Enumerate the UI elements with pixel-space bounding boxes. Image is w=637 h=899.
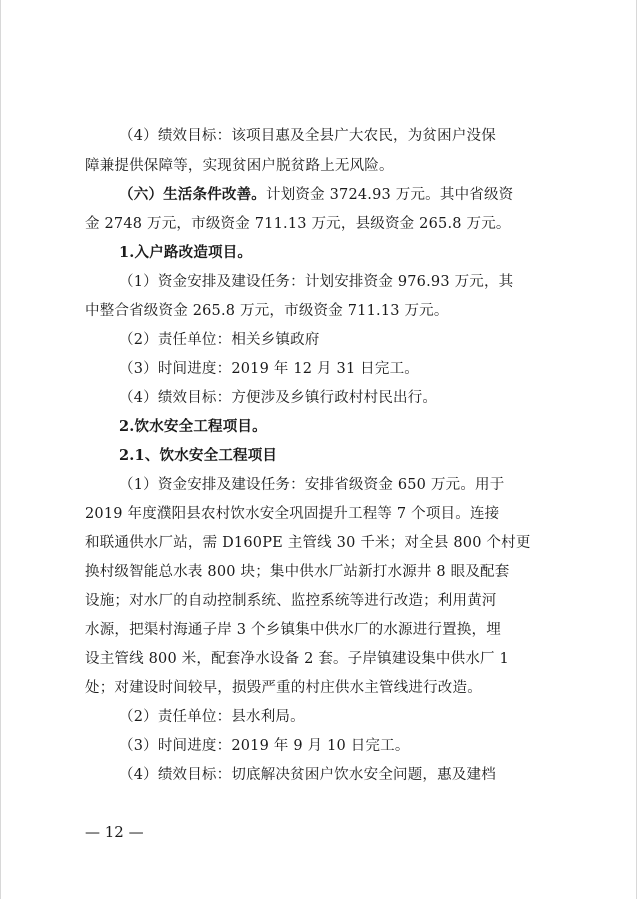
subsection-heading: 2.1、饮水安全工程项目 — [119, 447, 278, 464]
text-line: （2）责任单位：相关乡镇政府 — [119, 332, 320, 348]
section-heading: （六）生活条件改善。 — [119, 186, 266, 203]
text-line: 2019 年度濮阳县农村饮水安全巩固提升工程等 7 个项目。连接 — [85, 506, 500, 522]
subsection-heading: 2.饮水安全工程项目。 — [119, 418, 267, 435]
text-line: （1）资金安排及建设任务：安排省级资金 650 万元。用于 — [119, 477, 505, 493]
text-line: 障兼提供保障等，实现贫困户脱贫路上无风险。 — [85, 158, 394, 174]
text-line: 处；对建设时间较早，损毁严重的村庄供水主管线进行改造。 — [85, 680, 482, 696]
text-line: 中整合省级资金 265.8 万元，市级资金 711.13 万元。 — [85, 303, 449, 319]
text-line: （3）时间进度：2019 年 9 月 10 日完工。 — [119, 738, 410, 754]
text-line: （1）资金安排及建设任务：计划安排资金 976.93 万元，其 — [119, 274, 514, 290]
text-line: （4）绩效目标：方便涉及乡镇行政村村民出行。 — [119, 390, 438, 406]
section-heading-line — [119, 185, 513, 205]
text-line: （2）责任单位：县水利局。 — [119, 709, 305, 725]
subsection-heading: 1.入户路改造项目。 — [119, 244, 253, 261]
text-line: 金 2748 万元，市级资金 711.13 万元，县级资金 265.8 万元。 — [85, 216, 511, 232]
text-line: 设主管线 800 米，配套净水设备 2 套。子岸镇建设集中供水厂 1 — [85, 651, 509, 667]
page-number: — 12 — — [85, 823, 144, 841]
text-line: （3）时间进度：2019 年 12 月 31 日完工。 — [119, 361, 419, 377]
text-line: 水源，把渠村海通子岸 3 个乡镇集中供水厂的水源进行置换，埋 — [85, 622, 501, 638]
text-line: 换村级智能总水表 800 块；集中供水厂站新打水源井 8 眼及配套 — [85, 564, 510, 580]
text-line: （4）绩效目标：该项目惠及全县广大农民，为贫困户没保 — [119, 128, 496, 144]
text-line: 和联通供水厂站，需 D160PE 主管线 30 千米；对全县 800 个村更 — [85, 535, 531, 551]
text-line: 计划资金 3724.93 万元。其中省级资 — [266, 187, 514, 203]
text-line: 设施；对水厂的自动控制系统、监控系统等进行改造；利用黄河 — [85, 593, 497, 609]
text-line: （4）绩效目标：切底解决贫困户饮水安全问题，惠及建档 — [119, 767, 496, 783]
